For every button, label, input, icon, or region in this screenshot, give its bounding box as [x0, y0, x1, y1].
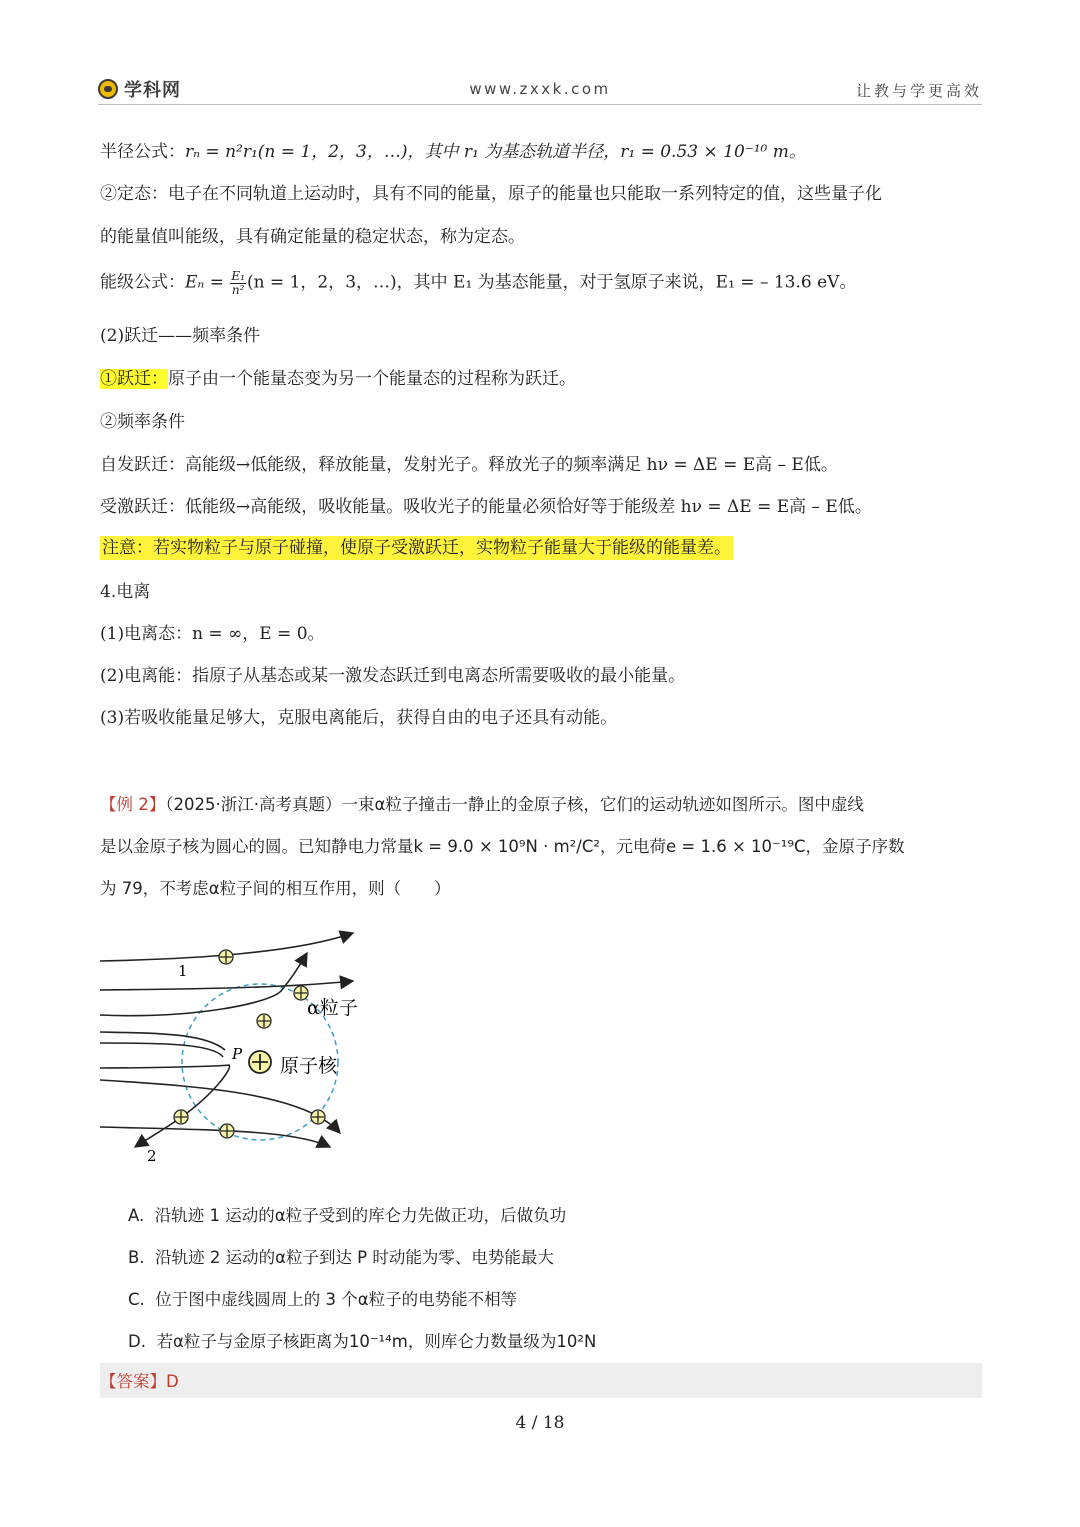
- note-line: [100, 538, 990, 558]
- option-text: 沿轨迹 2 运动的α粒子到达 P 时动能为零、电势能最大: [155, 1248, 554, 1267]
- stationary-line-2: 的能量值叫能级，具有确定能量的稳定状态，称为定态。: [100, 227, 525, 247]
- option-letter: C.: [128, 1290, 145, 1309]
- energy-label: 能级公式：: [100, 272, 185, 293]
- alpha-particle: [174, 1110, 188, 1124]
- transition-term: 跃迁：: [117, 369, 168, 389]
- trajectory-upper: [100, 981, 353, 990]
- option-a[interactable]: [128, 1206, 1018, 1226]
- example-line-2: 是以金原子核为圆心的圆。已知静电力常量k = 9.0 × 10⁹N · m²/C²，元电荷e = 1.6 × 10⁻¹⁹C，金原子序数: [100, 837, 905, 856]
- option-c[interactable]: [128, 1290, 1018, 1310]
- radius-formula: rₙ = n²r₁(n = 1，2，3，…)，其中 r₁ 为基态轨道半径，r₁ = 0.53 × 10⁻¹⁰ m。: [185, 142, 806, 162]
- option-b[interactable]: [128, 1248, 1018, 1268]
- answer-label: 【答案】: [100, 1372, 166, 1391]
- ionization-line-3: (3)若吸收能量足够大，克服电离能后，获得自由的电子还具有动能。: [100, 708, 618, 728]
- stimulated-line: 受激跃迁：低能级→高能级，吸收能量。吸收光子的能量必须恰好等于能级差 hν = ΔE = E高 – E低。: [100, 497, 872, 517]
- label-2: 2: [147, 1147, 157, 1165]
- note-highlight: 注意：若实物粒子与原子碰撞，使原子受激跃迁，实物粒子能量大于能级的能量差。: [102, 538, 731, 558]
- trajectory-lower-1: [100, 1080, 340, 1133]
- alpha-particle: [220, 1124, 234, 1138]
- option-letter: A.: [128, 1206, 145, 1225]
- page-header: [98, 70, 982, 105]
- slogan: 让教与学更高效: [855, 82, 982, 100]
- example-line-3: 为 79，不考虑α粒子间的相互作用，则（ ）: [100, 879, 451, 898]
- alpha-particle: [311, 1110, 325, 1124]
- transition-def-line: [100, 369, 990, 389]
- energy-formula-line: [100, 270, 990, 296]
- page-number: 4 / 18: [515, 1413, 565, 1433]
- ionization-heading: 4.电离: [100, 582, 151, 602]
- label-p: P: [232, 1045, 243, 1063]
- example-text-1: （2025·浙江·高考真题）一束α粒子撞击一静止的金原子核，它们的运动轨迹如图所示。图中虚线: [165, 795, 864, 814]
- label-1: 1: [178, 962, 188, 980]
- example-tag: 【例 2】: [100, 795, 166, 814]
- trajectory-2: [100, 1065, 230, 1147]
- transition-heading: (2)跃迁——频率条件: [100, 326, 261, 346]
- option-text: 若α粒子与金原子核距离为10⁻¹⁴m，则库仑力数量级为10²N: [156, 1332, 597, 1351]
- label-nucleus: 原子核: [280, 1055, 338, 1077]
- alpha-scattering-figure: [95, 925, 385, 1170]
- stationary-line-1: ②定态：电子在不同轨道上运动时，具有不同的能量，原子的能量也只能取一系列特定的值，这些量子化: [100, 184, 882, 204]
- trajectory-lower-2: [100, 1127, 330, 1147]
- ionization-line-2: (2)电离能：指原子从基态或某一激发态跃迁到电离态所需要吸收的最小能量。: [100, 666, 686, 686]
- transition-term-highlight: [100, 369, 168, 389]
- alpha-particle: [219, 950, 233, 964]
- transition-prefix: ①: [100, 369, 117, 389]
- label-alpha: α粒子: [307, 997, 358, 1019]
- ionization-line-1: (1)电离态：n = ∞，E = 0。: [100, 624, 325, 644]
- energy-denominator: n²: [231, 282, 245, 297]
- energy-lhs: Eₙ =: [185, 272, 224, 293]
- alpha-particle: [257, 1014, 271, 1028]
- frequency-heading: ②频率条件: [100, 412, 185, 432]
- answer-value: D: [166, 1372, 179, 1391]
- answer-line: [100, 1372, 990, 1392]
- option-letter: D.: [128, 1332, 146, 1351]
- nucleus-icon: [249, 1051, 271, 1073]
- radius-label: 半径公式：: [100, 142, 185, 162]
- energy-rest: (n = 1，2，3，…)，其中 E₁ 为基态能量，对于氢原子来说，E₁ = – 13.6 eV。: [246, 272, 857, 293]
- logo-text: 学科网: [124, 80, 181, 101]
- site-url: www.zxxk.com: [469, 80, 611, 98]
- trajectory-sweep: [100, 1032, 225, 1050]
- radius-formula-line: [100, 142, 990, 162]
- trajectory-deflected-up: [100, 953, 307, 1016]
- spontaneous-line: 自发跃迁：高能级→低能级，释放能量，发射光子。释放光子的频率满足 hν = ΔE = E高 – E低。: [100, 455, 838, 475]
- alpha-particle: [294, 986, 308, 1000]
- option-text: 沿轨迹 1 运动的α粒子受到的库仑力先做正功，后做负功: [154, 1206, 567, 1225]
- energy-fraction: [230, 270, 246, 296]
- option-text: 位于图中虚线圆周上的 3 个α粒子的电势能不相等: [155, 1290, 518, 1309]
- example-line-1: [100, 795, 990, 815]
- option-d[interactable]: [128, 1332, 1018, 1352]
- energy-numerator: E₁: [231, 269, 245, 283]
- transition-def: 原子由一个能量态变为另一个能量态的过程称为跃迁。: [168, 369, 576, 389]
- trajectory-near: [100, 1043, 223, 1057]
- option-letter: B.: [128, 1248, 145, 1267]
